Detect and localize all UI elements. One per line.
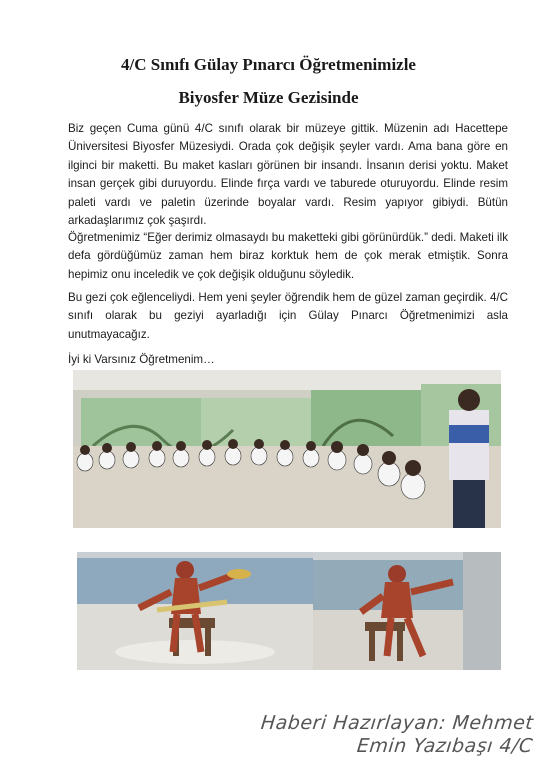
closing-line: İyi ki Varsınız Öğretmenim… (68, 353, 215, 366)
author-signature-line-1: Haberi Hazırlayan: Mehmet (259, 712, 535, 734)
paragraph-2: Öğretmenimiz “Eğer derimiz olmasaydı bu maketteki gibi görünürdük.” dedi. Maketi ilk defa gördüğümüz zaman hem biraz korktuk hem de çok merak etmiştik. Sonra hepimiz onu inceledik ve çok değişik olduğunu söyledik. (68, 231, 508, 281)
paragraph-1: Biz geçen Cuma günü 4/C sınıfı olarak bir müzeye gittik. Müzenin adı Hacettepe Üniversitesi Biyosfer Müzesiydi. Orada çok değişik şeyler vardı. Ama bana göre en ilginci bir maketti. Bu maket kasları görünen bir insandı. İnsanın derisi yoktu. Maket insan gerçek gibi duruyordu. Elinde fırça vardı ve taburede oturuyordu. Elinde resim paleti vardı ve paletin üzerinde boyalar vardı. Resim yapıyor gibiydi. Bütün arkadaşlarımız çok şaşırdı. (68, 122, 508, 228)
title-line-2: Biyosfer Müze Gezisinde (178, 88, 359, 107)
anatomical-model-photo-left (77, 552, 313, 670)
title-line-1: 4/C Sınıfı Gülay Pınarcı Öğretmenimizle (121, 55, 416, 74)
author-signature-line-2: Emin Yazıbaşı 4/C (356, 735, 535, 757)
class-group-photo (73, 370, 501, 528)
paragraph-3: Bu gezi çok eğlenceliydi. Hem yeni şeyler öğrendik hem de güzel zaman geçirdik. 4/C sınıfı olarak bu geziyi ayarladığı için Gülay Pınarcı Öğretmenimizi asla unutmayacağız. (68, 291, 508, 341)
anatomical-model-photo-right (313, 552, 501, 670)
